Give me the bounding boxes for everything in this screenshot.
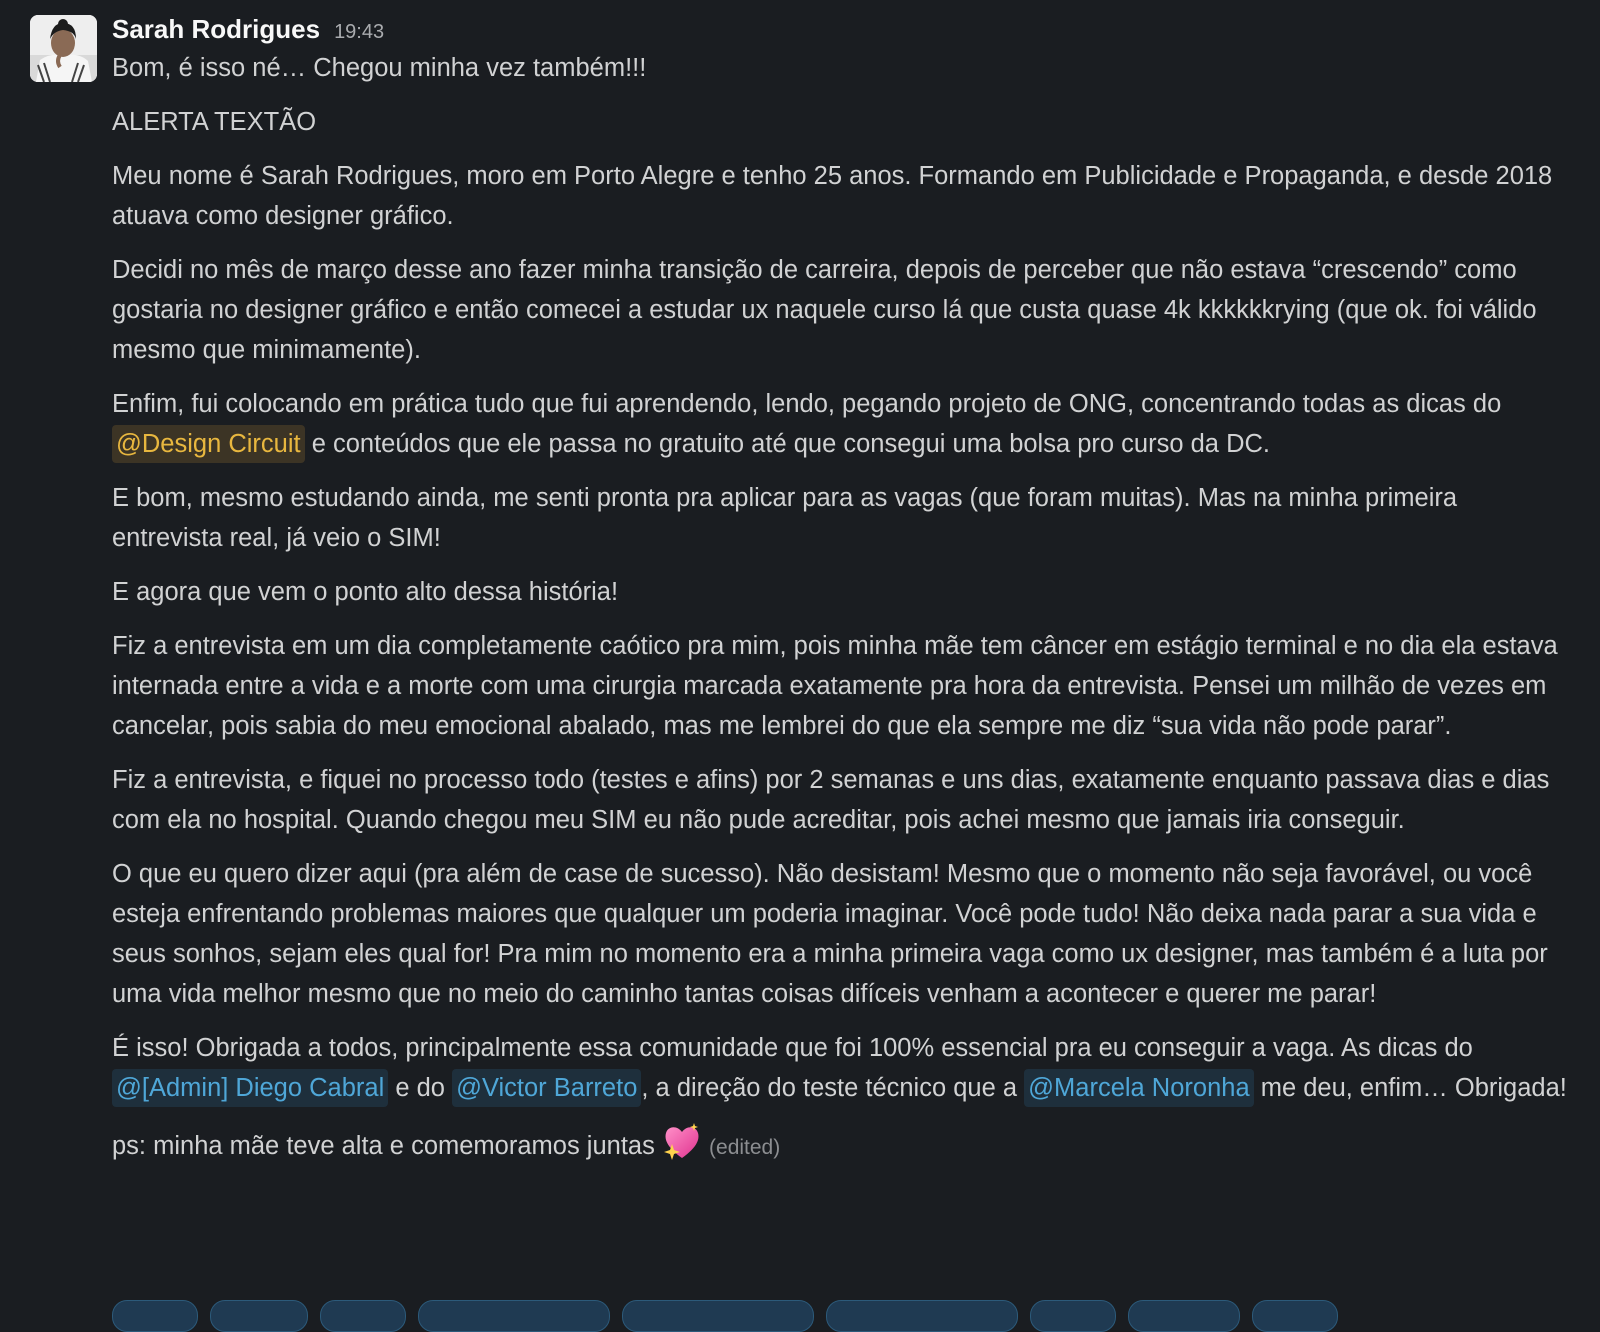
paragraph-text: e conteúdos que ele passa no gratuito até que consegui uma bolsa pro curso da DC. bbox=[304, 430, 1270, 458]
message-paragraph: E agora que vem o ponto alto dessa história! bbox=[112, 578, 619, 606]
timestamp[interactable]: 19:43 bbox=[334, 21, 385, 43]
mention-diego-cabral[interactable]: @[Admin] Diego Cabral bbox=[112, 1069, 388, 1107]
reaction-pill[interactable] bbox=[210, 1300, 308, 1332]
paragraph-text: me deu, enfim… Obrigada! bbox=[1253, 1074, 1567, 1102]
paragraph-text: ps: minha mãe teve alta e comemoramos juntas bbox=[112, 1132, 662, 1160]
paragraph-text: e do bbox=[388, 1074, 453, 1102]
message-paragraph: Decidi no mês de março desse ano fazer minha transição de carreira, depois de perceber que não estava “crescendo” como gostaria no designer gráfico e então comecei a estudar ux naquele curso lá que custa quase 4k kkkkkkrying (que ok. foi válido mesmo que minimamente). bbox=[112, 256, 1537, 364]
reaction-pill[interactable] bbox=[1030, 1300, 1116, 1332]
mention-marcela-noronha[interactable]: @Marcela Noronha bbox=[1024, 1069, 1253, 1107]
message-paragraph: Meu nome é Sarah Rodrigues, moro em Porto Alegre e tenho 25 anos. Formando em Publicidade e Propaganda, e desde 2018 atuava como designer gráfico. bbox=[112, 162, 1553, 230]
reaction-pill[interactable] bbox=[112, 1300, 198, 1332]
message-content bbox=[112, 10, 1572, 1182]
message-paragraph: ALERTA TEXTÃO bbox=[112, 108, 317, 136]
paragraph-text: É isso! Obrigada a todos, principalmente essa comunidade que foi 100% essencial pra eu conseguir a vaga. As dicas do bbox=[112, 1034, 1473, 1062]
user-avatar-photo-icon bbox=[30, 15, 97, 82]
reaction-pill[interactable] bbox=[320, 1300, 406, 1332]
paragraph-text: Enfim, fui colocando em prática tudo que fui aprendendo, lendo, pegando projeto de ONG, concentrando todas as dicas do bbox=[112, 390, 1502, 418]
message-paragraph bbox=[112, 1122, 1572, 1168]
sparkling-heart-icon bbox=[662, 1122, 702, 1162]
reaction-pill[interactable] bbox=[418, 1300, 610, 1332]
paragraph-text: , a direção do teste técnico que a bbox=[641, 1074, 1025, 1102]
message-paragraph bbox=[112, 384, 1572, 464]
message-paragraph: Fiz a entrevista, e fiquei no processo todo (testes e afins) por 2 semanas e uns dias, exatamente enquanto passava dias e dias com ela no hospital. Quando chegou meu SIM eu não pude acreditar, pois achei mesmo que jamais iria conseguir. bbox=[112, 766, 1550, 834]
message-paragraph: Bom, é isso né… Chegou minha vez também!!! bbox=[112, 54, 647, 82]
reaction-pill[interactable] bbox=[1128, 1300, 1240, 1332]
author-name[interactable]: Sarah Rodrigues bbox=[112, 14, 321, 44]
edited-label: (edited) bbox=[709, 1136, 781, 1159]
reactions-bar bbox=[112, 1300, 1338, 1332]
message-paragraph bbox=[112, 1028, 1572, 1108]
mention-design-circuit[interactable]: @Design Circuit bbox=[112, 425, 305, 463]
mention-victor-barreto[interactable]: @Victor Barreto bbox=[452, 1069, 641, 1107]
message-header bbox=[112, 10, 1572, 48]
avatar[interactable] bbox=[30, 15, 97, 82]
message-paragraph: E bom, mesmo estudando ainda, me senti pronta pra aplicar para as vagas (que foram muitas). Mas na minha primeira entrevista real, já veio o SIM! bbox=[112, 484, 1458, 552]
message-paragraph: O que eu quero dizer aqui (pra além de case de sucesso). Não desistam! Mesmo que o momento não seja favorável, ou você esteja enfrentando problemas maiores que qualquer um poderia imaginar. Você pode tudo! Não deixa nada parar a sua vida e seus sonhos, sejam eles qual for! Pra mim no momento era a minha primeira vaga como ux designer, mas também é a luta por uma vida melhor mesmo que no meio do caminho tantas coisas difíceis venham a acontecer e querer me parar! bbox=[112, 860, 1548, 1008]
reaction-pill[interactable] bbox=[826, 1300, 1018, 1332]
reaction-pill[interactable] bbox=[622, 1300, 814, 1332]
reaction-pill[interactable] bbox=[1252, 1300, 1338, 1332]
message-paragraph: Fiz a entrevista em um dia completamente caótico pra mim, pois minha mãe tem câncer em estágio terminal e no dia ela estava internada entre a vida e a morte com uma cirurgia marcada exatamente pra hora da entrevista. Pensei um milhão de vezes em cancelar, pois sabia do meu emocional abalado, mas me lembrei do que ela sempre me diz “sua vida não pode parar”. bbox=[112, 632, 1558, 740]
